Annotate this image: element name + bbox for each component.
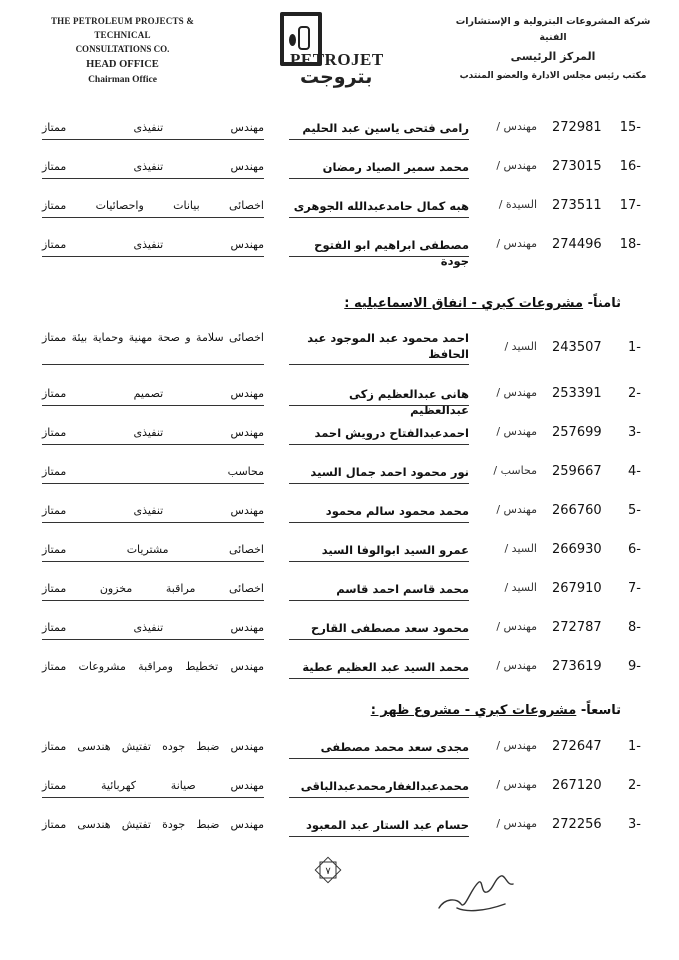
job-underline	[42, 639, 264, 640]
employee-name: محمود سعد مصطفى القارح	[310, 621, 469, 635]
employee-id: 273619	[552, 659, 602, 674]
job-underline	[42, 364, 264, 365]
row-number: 9-	[628, 659, 641, 674]
employee-row	[0, 731, 679, 765]
employee-name: مصطفى ابراهيم ابو الفتوح جودة	[314, 238, 469, 268]
name-underline	[289, 678, 469, 679]
logo-text-english: PETROJET	[290, 50, 384, 69]
employee-name: عمرو السيد ابوالوفا السيد	[321, 543, 469, 557]
row-number: 1-	[628, 739, 641, 754]
chairman-office-label: Chairman Office	[88, 75, 157, 85]
row-number: 18-	[619, 237, 641, 252]
name-underline	[289, 797, 469, 798]
name-underline	[289, 639, 469, 640]
employee-id: 257699	[552, 425, 602, 440]
employee-row	[0, 651, 679, 685]
employee-row	[0, 770, 679, 804]
signature-icon	[435, 868, 525, 918]
head-office-label: HEAD OFFICE	[86, 59, 159, 70]
employee-title: مهندس /	[496, 739, 537, 752]
employee-row	[0, 534, 679, 568]
employee-title: مهندس /	[496, 659, 537, 672]
logo-text-arabic: بتروجت	[300, 66, 373, 88]
row-number: 5-	[628, 503, 641, 518]
employee-job: مهندس تنفيذى ممتاز	[42, 504, 264, 517]
name-underline	[289, 758, 469, 759]
employee-row	[0, 378, 679, 417]
employee-name: احمد محمود عبد الموجود عبد الحافظ	[307, 331, 469, 361]
job-underline	[42, 483, 264, 484]
section-heading-8	[344, 296, 621, 311]
employee-job: اخصائى مراقبة مخزون ممتاز	[42, 582, 264, 595]
name-underline	[289, 178, 469, 179]
job-underline	[42, 600, 264, 601]
employee-job: مهندس تنفيذى ممتاز	[42, 238, 264, 251]
row-number: 4-	[628, 464, 641, 479]
employee-title: مهندس /	[496, 159, 537, 172]
job-underline	[42, 217, 264, 218]
employee-row	[0, 612, 679, 646]
employee-row	[0, 495, 679, 529]
row-number: 7-	[628, 581, 641, 596]
company-name-english	[30, 14, 215, 88]
employee-row	[0, 190, 679, 224]
employee-id: 267120	[552, 778, 602, 793]
employee-title: مهندس /	[496, 425, 537, 438]
job-underline	[42, 139, 264, 140]
employee-title: السيد /	[504, 581, 537, 594]
row-number: 1-	[628, 340, 641, 355]
petrojet-logo	[270, 12, 400, 92]
name-underline	[289, 483, 469, 484]
job-underline	[42, 178, 264, 179]
row-number: 8-	[628, 620, 641, 635]
employee-title: مهندس /	[496, 778, 537, 791]
section-prefix: ثامناً-	[587, 296, 621, 311]
company-name-arabic	[453, 14, 653, 84]
employee-name: نور محمود احمد جمال السيد	[310, 465, 469, 479]
employee-name: محمد قاسم احمد قاسم	[336, 582, 469, 596]
section-prefix: تاسعاً-	[580, 703, 621, 718]
employee-name: مجدى سعد محمد مصطفى	[320, 740, 469, 754]
name-underline	[289, 256, 469, 257]
employee-id: 272787	[552, 620, 602, 635]
employee-title: مهندس /	[496, 503, 537, 516]
job-underline	[42, 522, 264, 523]
employee-name: محمد سمير الصياد رمضان	[322, 160, 469, 174]
employee-job: مهندس صيانة كهربائية ممتاز	[42, 779, 264, 792]
employee-id: 266760	[552, 503, 602, 518]
employee-title: السيدة /	[498, 198, 537, 211]
employee-name: محمد السيد عبد العظيم عطية	[302, 660, 469, 674]
employee-job: اخصائى سلامة و صحة مهنية وحماية بيئة ممتاز	[42, 331, 264, 344]
employee-id: 267910	[552, 581, 602, 596]
employee-id: 253391	[552, 386, 602, 401]
employee-title: مهندس /	[496, 120, 537, 133]
employee-job: مهندس تخطيط ومراقبة مشروعات ممتاز	[42, 660, 264, 673]
employee-title: السيد /	[504, 340, 537, 353]
employee-title: مهندس /	[496, 817, 537, 830]
employee-id: 259667	[552, 464, 602, 479]
employee-title: مهندس /	[496, 386, 537, 399]
employee-title: محاسب /	[493, 464, 537, 477]
employee-title: مهندس /	[496, 620, 537, 633]
employee-row	[0, 229, 679, 268]
employee-id: 274496	[552, 237, 602, 252]
employee-row	[0, 417, 679, 451]
employee-row	[0, 456, 679, 490]
row-number: 3-	[628, 425, 641, 440]
name-underline	[289, 836, 469, 837]
company-name-line2: CONSULTATIONS CO.	[75, 44, 170, 54]
employee-job: مهندس تنفيذى ممتاز	[42, 121, 264, 134]
job-underline	[42, 444, 264, 445]
employee-job: اخصائى بيانات واحصائيات ممتاز	[42, 199, 264, 212]
employee-row	[0, 330, 679, 370]
employee-job: اخصائى مشتريات ممتاز	[42, 543, 264, 556]
employee-id: 243507	[552, 340, 602, 355]
job-underline	[42, 797, 264, 798]
name-underline	[289, 364, 469, 365]
job-underline	[42, 405, 264, 406]
employee-name: هبه كمال حامدعبدالله الجوهرى	[293, 199, 469, 213]
employee-job: مهندس تصميم ممتاز	[42, 387, 264, 400]
employee-row	[0, 573, 679, 607]
row-number: 16-	[619, 159, 641, 174]
employee-job: مهندس ضبط جودة تفتيش هندسى ممتاز	[42, 818, 264, 831]
row-number: 17-	[619, 198, 641, 213]
name-underline	[289, 139, 469, 140]
employee-id: 273511	[552, 198, 602, 213]
arabic-line2: المركز الرئيسى	[510, 50, 596, 63]
employee-job: محاسب ممتاز	[42, 465, 264, 478]
arabic-line3: مكتب رئيس مجلس الادارة والعضو المنتدب	[459, 71, 647, 81]
section-title: مشروعات كبري - مشروع ظهر :	[370, 703, 577, 718]
name-underline	[289, 522, 469, 523]
section-heading-9	[371, 703, 621, 718]
job-underline	[42, 561, 264, 562]
employee-name: رامى فتحى ياسين عبد الحليم	[302, 121, 469, 135]
employee-row	[0, 151, 679, 185]
name-underline	[289, 217, 469, 218]
row-number: 3-	[628, 817, 641, 832]
employee-name: هانى عبدالعظيم زكى عبدالعظيم	[348, 387, 469, 417]
employee-title: السيد /	[504, 542, 537, 555]
employee-name: محمد محمود سالم محمود	[325, 504, 469, 518]
employee-row	[0, 112, 679, 146]
section-title: مشروعات كبري - انفاق الاسماعيليه :	[344, 296, 584, 311]
name-underline	[289, 444, 469, 445]
employee-title: مهندس /	[496, 237, 537, 250]
employee-name: محمدعبدالغفارمحمدعبدالباقى	[300, 779, 469, 793]
employee-name: حسام عبد الستار عبد المعبود	[306, 818, 469, 832]
employee-job: مهندس تنفيذى ممتاز	[42, 621, 264, 634]
page-number: ٧	[325, 866, 331, 877]
name-underline	[289, 561, 469, 562]
row-number: 2-	[628, 386, 641, 401]
employee-job: مهندس ضبط جوده تفتيش هندسى ممتاز	[42, 740, 264, 753]
row-number: 6-	[628, 542, 641, 557]
employee-job: مهندس تنفيذى ممتاز	[42, 160, 264, 173]
employee-id: 272981	[552, 120, 602, 135]
arabic-line1: شركة المشروعات البترولية و الإستشارات الفنية	[455, 16, 651, 43]
name-underline	[289, 600, 469, 601]
name-underline	[289, 405, 469, 406]
row-number: 15-	[619, 120, 641, 135]
employee-name: احمدعبدالفتاح درويش احمد	[314, 426, 469, 440]
row-number: 2-	[628, 778, 641, 793]
employee-row	[0, 809, 679, 843]
page-number-emblem-icon	[313, 855, 343, 885]
employee-id: 266930	[552, 542, 602, 557]
employee-id: 273015	[552, 159, 602, 174]
job-underline	[42, 256, 264, 257]
employee-id: 272647	[552, 739, 602, 754]
company-name-line1: THE PETROLEUM PROJECTS & TECHNICAL	[50, 16, 195, 40]
employee-job: مهندس تنفيذى ممتاز	[42, 426, 264, 439]
employee-id: 272256	[552, 817, 602, 832]
